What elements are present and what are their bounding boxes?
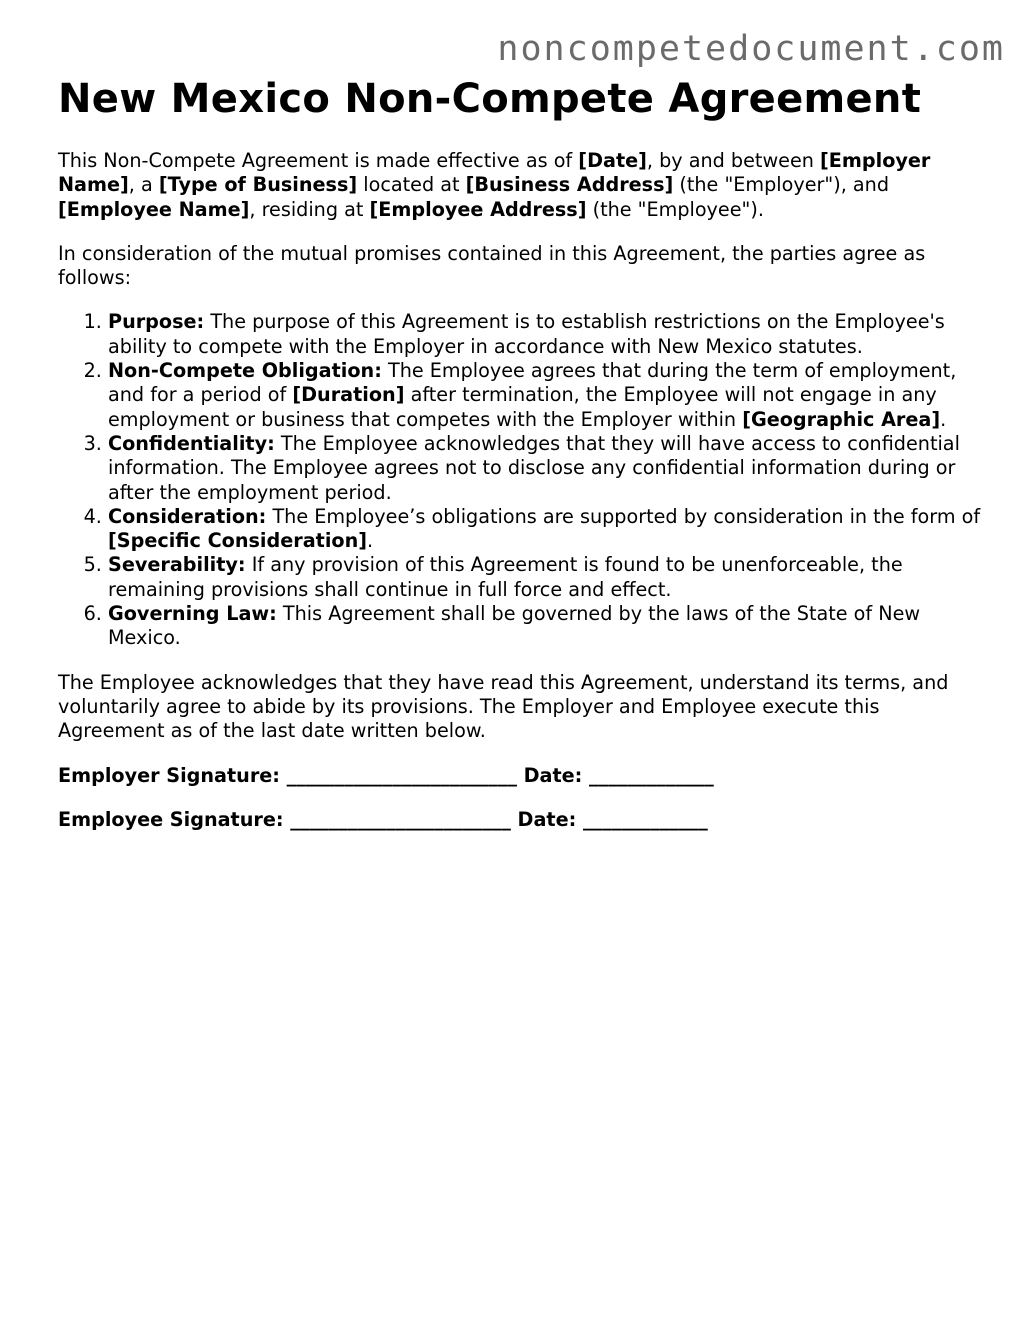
document-page <box>58 76 983 832</box>
intro-text: located at <box>357 173 466 197</box>
clause-heading: Severability: <box>108 553 246 577</box>
employee-name-placeholder: [Employee Name] <box>58 197 250 221</box>
specific-consideration-placeholder: [Specific Consideration] <box>108 529 368 553</box>
clause-non-compete <box>108 359 983 432</box>
intro-text: , by and between <box>646 149 821 172</box>
closing-paragraph: The Employee acknowledges that they have read this Agreement, understand its terms, and voluntarily agree to abide by its provisions. The Employer and Employee execute this Agreement as of the last date written below. <box>58 670 949 743</box>
clause-heading: Confidentiality: <box>108 431 275 455</box>
watermark: noncompetedocument.com <box>497 29 1005 69</box>
clause-list <box>58 310 983 650</box>
clause-consideration <box>108 505 983 554</box>
clause-text: after termination, the Employee will not engage in any employment or business that competes with the Employer within <box>108 383 937 431</box>
clause-text: The Employee’s obligations are supported by consideration in the form of <box>266 504 981 528</box>
clause-heading: Non-Compete Obligation: <box>108 359 382 383</box>
business-type-placeholder: [Type of Business] <box>158 173 358 197</box>
clause-heading: Purpose: <box>108 310 205 334</box>
intro-text: (the "Employer"), and <box>673 173 890 197</box>
duration-placeholder: [Duration] <box>292 383 405 407</box>
geographic-area-placeholder: [Geographic Area] <box>742 407 941 431</box>
intro-paragraph <box>58 149 983 222</box>
employer-name-placeholder: [Employer Name] <box>58 149 931 197</box>
clause-severability <box>108 553 983 602</box>
employee-signature-line: Employee Signature: _______________________ Date: _____________ <box>58 807 708 831</box>
intro-text: (the "Employee"). <box>586 197 764 221</box>
clause-heading: Governing Law: <box>108 602 277 626</box>
employee-address-placeholder: [Employee Address] <box>369 197 587 221</box>
clause-text: The purpose of this Agreement is to establish restrictions on the Employee's ability to compete with the Employer in accordance with New Mexico statutes. <box>108 310 945 358</box>
clause-heading: Consideration: <box>108 504 267 528</box>
document-title: New Mexico Non-Compete Agreement <box>58 76 922 122</box>
business-address-placeholder: [Business Address] <box>465 173 674 197</box>
clause-text: The Employee agrees that during the term of employment, and for a period of <box>108 359 957 407</box>
clause-governing-law <box>108 602 983 651</box>
intro-text: , residing at <box>249 197 370 221</box>
date-placeholder: [Date] <box>578 149 647 172</box>
employer-signature-line: Employer Signature: ________________________ Date: _____________ <box>58 763 714 787</box>
intro-text: , a <box>128 173 159 197</box>
intro-text: This Non-Compete Agreement is made effective as of <box>58 149 579 172</box>
consideration-intro: In consideration of the mutual promises contained in this Agreement, the parties agree as follows: <box>58 241 926 290</box>
clause-text: This Agreement shall be governed by the laws of the State of New Mexico. <box>108 602 921 650</box>
clause-confidentiality <box>108 432 983 505</box>
clause-text: The Employee acknowledges that they will have access to confidential information. The Employee agrees not to disclose any confidential information during or after the employment period. <box>108 431 960 504</box>
clause-text: . <box>940 407 947 431</box>
clause-text: If any provision of this Agreement is found to be unenforceable, the remaining provisions shall continue in full force and effect. <box>108 553 903 601</box>
clause-text: . <box>367 529 374 553</box>
clause-purpose <box>108 310 983 359</box>
